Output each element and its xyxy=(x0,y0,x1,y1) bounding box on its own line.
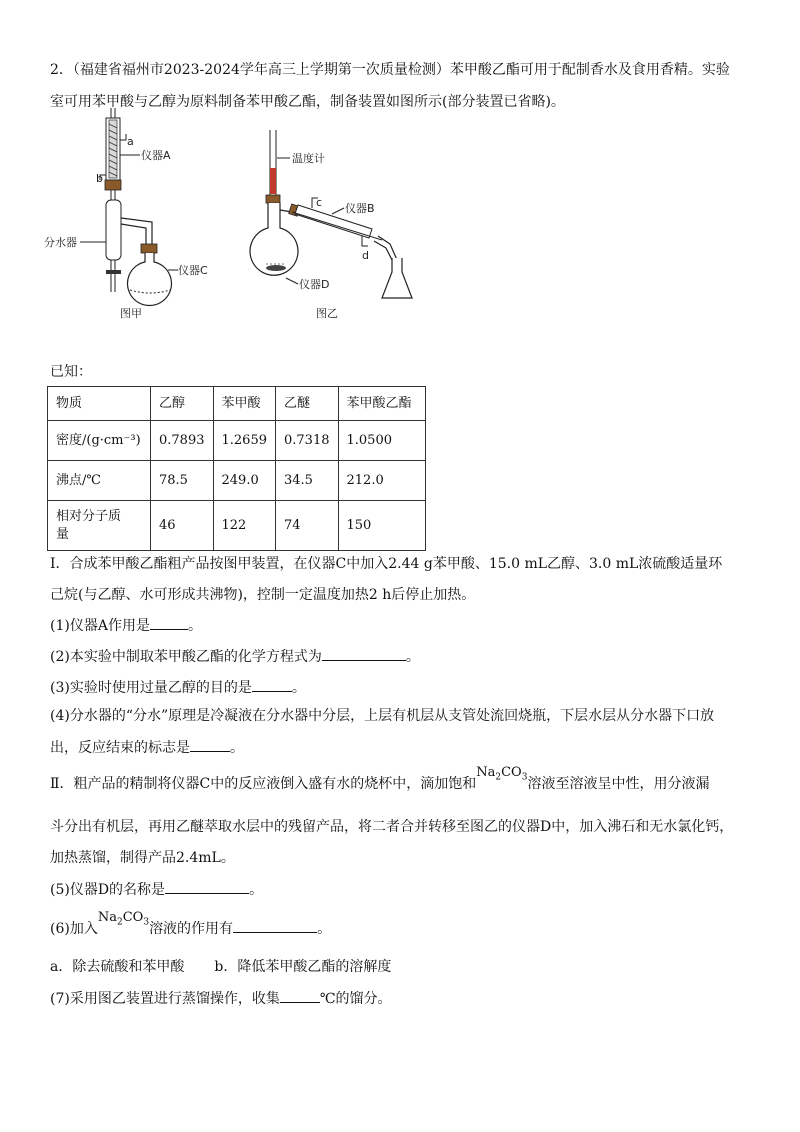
table-cell: 1.0500 xyxy=(338,421,425,461)
option-a: a．除去硫酸和苯甲酸 xyxy=(50,959,185,975)
apparatus-figures xyxy=(0,0,800,340)
table-cell: 122 xyxy=(213,501,276,551)
conical-flask xyxy=(382,258,412,298)
table-header-row xyxy=(48,387,426,421)
option-b: b．降低苯甲酸乙酯的溶解度 xyxy=(214,959,392,975)
separator-stopcock xyxy=(106,270,121,274)
question-7: (7)采用图乙装置进行蒸馏操作，收集 ℃的馏分。 xyxy=(50,988,760,1009)
table-cell: 212.0 xyxy=(338,461,425,501)
row-label-molar-mass: 相对分子质 量 xyxy=(48,501,151,551)
side-arm xyxy=(121,218,152,244)
chem-na2co3: $Na_2CO_3$ xyxy=(97,910,150,928)
stopper-jia xyxy=(105,180,121,190)
figure-jia xyxy=(44,108,208,320)
table-row xyxy=(48,461,426,501)
table-header: 物质 xyxy=(48,387,151,421)
part1-line-2: 己烷(与乙醇、水可形成共沸物)，控制一定温度加热2 h后停止加热。 xyxy=(50,587,476,603)
question-2: (2)本实验中制取苯甲酸乙酯的化学方程式为 。 xyxy=(50,646,760,667)
chem-na2co3: $Na_2CO_3$ xyxy=(476,765,528,783)
table-cell: 1.2659 xyxy=(213,421,276,461)
row-label-density: 密度/(g·cm⁻³) xyxy=(48,421,151,461)
flask-c xyxy=(127,253,171,306)
answer-blank-1[interactable] xyxy=(150,615,188,630)
properties-table xyxy=(47,386,426,551)
table-cell: 150 xyxy=(338,501,425,551)
label-d: d xyxy=(362,249,369,262)
part2-line-2: 斗分出有机层，再用乙醚萃取水层中的残留产品，将二者合并转移至图乙的仪器D中，加入沸石和无水氯化钙， xyxy=(50,819,734,835)
label-b: b xyxy=(96,172,103,185)
table-cell: 78.5 xyxy=(151,461,214,501)
table-row xyxy=(48,421,426,461)
question-6-options xyxy=(50,957,760,977)
leader-instrument-b xyxy=(332,208,344,214)
answer-blank-3[interactable] xyxy=(252,677,292,692)
label-instrument-d: 仪器D xyxy=(299,278,330,291)
answer-blank-6[interactable] xyxy=(233,918,317,933)
stopper-flask-c xyxy=(141,244,157,253)
figure-yi xyxy=(250,130,412,320)
port-a xyxy=(120,134,126,140)
table-header: 乙醚 xyxy=(276,387,339,421)
table-header: 乙醇 xyxy=(151,387,214,421)
table-row xyxy=(48,501,426,551)
table-cell: 46 xyxy=(151,501,214,551)
question-4-line-2: 出，反应结束的标志是 。 xyxy=(50,737,760,758)
answer-blank-4[interactable] xyxy=(190,737,230,752)
label-thermometer: 温度计 xyxy=(292,152,325,165)
question-6: (6)加入$Na_2CO_3$溶液的作用有 。 xyxy=(50,910,332,937)
known-label: 已知： xyxy=(50,364,92,380)
table-header: 苯甲酸乙酯 xyxy=(338,387,425,421)
label-a: a xyxy=(127,135,134,148)
water-separator xyxy=(106,200,121,260)
label-instrument-c: 仪器C xyxy=(178,264,208,277)
question-4-line-1: (4)分水器的“分水”原理是冷凝液在分水器中分层，上层有机层从支管处流回烧瓶，下层水层从分水器下口放 xyxy=(50,708,715,724)
label-instrument-b: 仪器B xyxy=(345,202,375,215)
table-cell: 249.0 xyxy=(213,461,276,501)
stopper-yi xyxy=(266,195,280,203)
label-separator: 分水器 xyxy=(44,236,77,249)
table-header: 苯甲酸 xyxy=(213,387,276,421)
answer-blank-2[interactable] xyxy=(322,646,406,661)
intro-line-2: 室可用苯甲酸与乙醇为原料制备苯甲酸乙酯，制备装置如图所示(部分装置已省略)。 xyxy=(50,94,565,110)
caption-jia: 图甲 xyxy=(120,307,142,320)
label-instrument-a: 仪器A xyxy=(141,149,171,162)
table-cell: 0.7318 xyxy=(276,421,339,461)
table-cell: 34.5 xyxy=(276,461,339,501)
label-c: c xyxy=(316,196,323,209)
intro-line-1: 2．（福建省福州市2023-2024学年高三上学期第一次质量检测）苯甲酸乙酯可用于配制香水及食用香精。实验 xyxy=(50,62,730,78)
answer-blank-5[interactable] xyxy=(165,879,249,894)
question-5: (5)仪器D的名称是 。 xyxy=(50,879,760,900)
caption-yi: 图乙 xyxy=(316,307,338,320)
part1-line-1: Ⅰ．合成苯甲酸乙酯粗产品按图甲装置，在仪器C中加入2.44 g苯甲酸、15.0 mL乙醇、3.0 mL浓硫酸适量环 xyxy=(50,556,723,572)
question-1: (1)仪器A作用是 。 xyxy=(50,615,760,636)
answer-blank-7[interactable] xyxy=(280,988,320,1003)
leader-instrument-d xyxy=(286,278,298,284)
row-label-boiling-point: 沸点/℃ xyxy=(48,461,151,501)
thermometer-mercury xyxy=(270,168,276,194)
question-3: (3)实验时使用过量乙醇的目的是 。 xyxy=(50,677,760,698)
part2-line-3: 加热蒸馏，制得产品2.4mL。 xyxy=(50,850,235,866)
boiling-stones xyxy=(266,265,286,271)
table-cell: 0.7893 xyxy=(151,421,214,461)
condenser-b-inner xyxy=(292,212,382,240)
table-cell: 74 xyxy=(276,501,339,551)
part2-line-1: Ⅱ．粗产品的精制将仪器C中的反应液倒入盛有水的烧杯中，滴加饱和$Na_2CO_3$溶液至溶液呈中性，用分液漏 xyxy=(50,765,710,792)
